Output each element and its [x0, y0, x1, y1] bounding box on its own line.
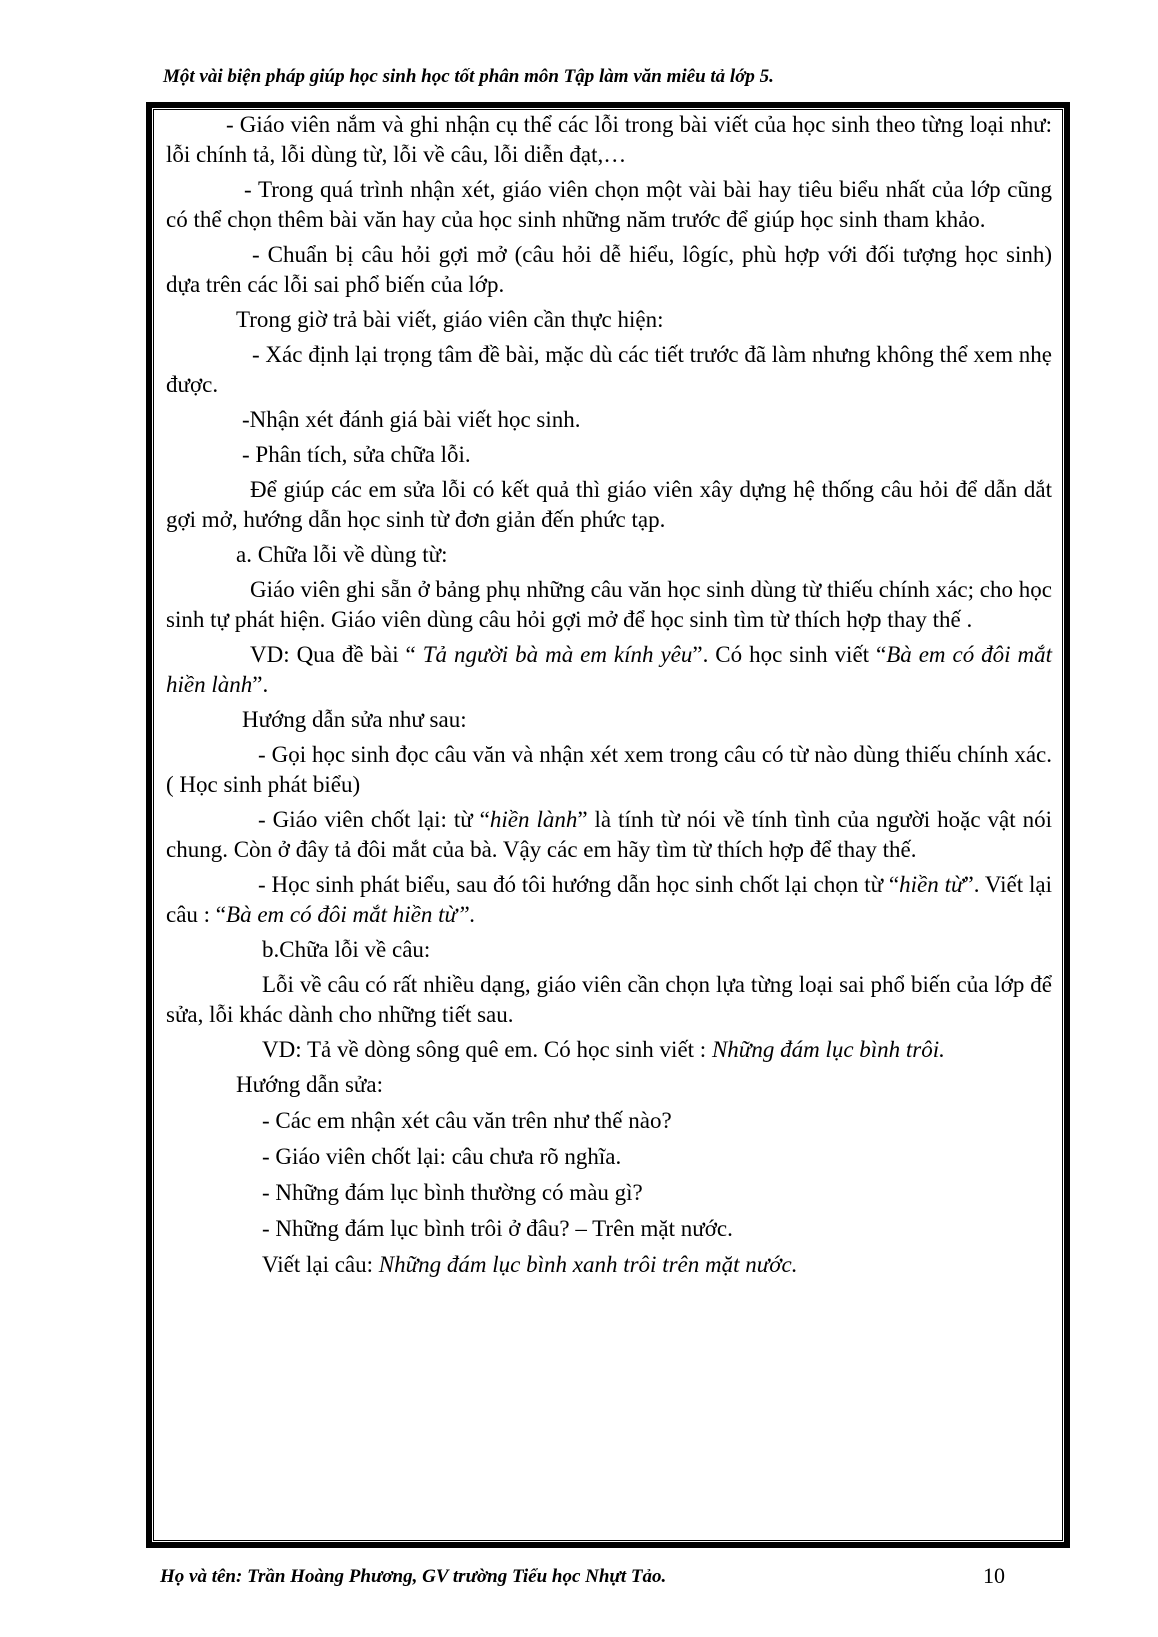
page-number: 10: [983, 1563, 1005, 1588]
paragraph-20: - Các em nhận xét câu văn trên như thế nào?: [262, 1108, 672, 1133]
paragraph-15-text-a: - Học sinh phát biểu, sau đó tôi hướng dẫn học sinh chốt lại chọn từ “: [258, 872, 900, 897]
page-footer: Họ và tên: Trần Hoàng Phương, GV trường Tiểu học Nhựt Tảo.: [160, 1566, 667, 1587]
paragraph-17: Lỗi về câu có rất nhiều dạng, giáo viên cần chọn lựa từng loại sai phổ biến của lớp để sửa, lỗi khác dành cho những tiết sau.: [166, 972, 1052, 1027]
paragraph-16: b.Chữa lỗi về câu:: [262, 937, 431, 962]
paragraph-6: -Nhận xét đánh giá bài viết học sinh.: [242, 407, 581, 432]
paragraph-14-text-a: - Giáo viên chốt lại: từ “: [258, 807, 490, 832]
paragraph-18: [166, 1035, 1052, 1065]
paragraph-18-text-a: VD: Tả về dòng sông quê em. Có học sinh viết :: [262, 1037, 712, 1062]
paragraph-11-text-e: ”.: [252, 672, 269, 697]
paragraph-24-italic-b: Những đám lục bình xanh trôi trên mặt nước.: [378, 1252, 798, 1277]
paragraph-19: Hướng dẫn sửa:: [236, 1072, 383, 1097]
paragraph-11: [166, 640, 1052, 700]
paragraph-14-text-c: ” là tính từ nói về tính tình của người hoặc vật nói chung. Còn ở đây tả đôi mắt của bà. Vậy các em hãy tìm từ thích hợp để thay thế.: [166, 807, 1052, 862]
page-content: [166, 110, 1052, 1286]
page-header: Một vài biện pháp giúp học sinh học tốt phân môn Tập làm văn miêu tả lớp 5.: [163, 66, 774, 87]
paragraph-23: - Những đám lục bình trôi ở đâu? – Trên mặt nước.: [262, 1216, 733, 1241]
paragraph-2: - Trong quá trình nhận xét, giáo viên chọn một vài bài hay tiêu biểu nhất của lớp cũng có thể chọn thêm bài văn hay của học sinh những năm trước để giúp học sinh tham khảo.: [166, 177, 1052, 232]
paragraph-5: - Xác định lại trọng tâm đề bài, mặc dù các tiết trước đã làm nhưng không thể xem nhẹ được.: [166, 342, 1052, 397]
paragraph-11-italic-b: Tả người bà mà em kính yêu: [422, 642, 693, 667]
paragraph-11-text-a: VD: Qua đề bài “: [250, 642, 423, 667]
paragraph-4: Trong giờ trả bài viết, giáo viên cần thực hiện:: [236, 307, 664, 332]
paragraph-24: [166, 1250, 1052, 1280]
paragraph-1: - Giáo viên nắm và ghi nhận cụ thể các lỗi trong bài viết của học sinh theo từng loại như: lỗi chính tả, lỗi dùng từ, lỗi về câu, lỗi diễn đạt,…: [166, 112, 1052, 167]
paragraph-11-italic-d: Bà em có đôi mắt hiền lành: [166, 642, 1053, 697]
paragraph-24-text-a: Viết lại câu:: [262, 1252, 379, 1277]
paragraph-8: Để giúp các em sửa lỗi có kết quả thì giáo viên xây dựng hệ thống câu hỏi để dẫn dắt gợi mở, hướng dẫn học sinh từ đơn giản đến phức tạp.: [166, 477, 1052, 532]
paragraph-14-italic-b: hiền lành: [489, 807, 578, 832]
paragraph-13: - Gọi học sinh đọc câu văn và nhận xét xem trong câu có từ nào dùng thiếu chính xác. ( Học sinh phát biểu): [166, 742, 1052, 797]
paragraph-10: Giáo viên ghi sẵn ở bảng phụ những câu văn học sinh dùng từ thiếu chính xác; cho học sinh tự phát hiện. Giáo viên dùng câu hỏi gợi mở để học sinh tìm từ thích hợp thay thế .: [166, 577, 1052, 632]
paragraph-18-italic-b: Những đám lục bình trôi.: [711, 1037, 945, 1062]
paragraph-9: a. Chữa lỗi về dùng từ:: [236, 542, 448, 567]
paragraph-21: - Giáo viên chốt lại: câu chưa rõ nghĩa.: [262, 1144, 622, 1169]
paragraph-22: - Những đám lục bình thường có màu gì?: [262, 1180, 643, 1205]
paragraph-15-italic-b: hiền từ: [899, 872, 964, 897]
paragraph-11-text-c: ”. Có học sinh viết “: [692, 642, 887, 667]
paragraph-15: [166, 870, 1052, 930]
paragraph-7: - Phân tích, sửa chữa lỗi.: [242, 442, 471, 467]
paragraph-15-italic-d: Bà em có đôi mắt hiền từ”.: [226, 902, 476, 927]
paragraph-15-text-c: ”. Viết lại câu : “: [166, 872, 1052, 927]
paragraph-3: - Chuẩn bị câu hỏi gợi mở (câu hỏi dễ hiểu, lôgíc, phù hợp với đối tượng học sinh) dựa trên các lỗi sai phổ biến của lớp.: [166, 242, 1052, 297]
paragraph-12: Hướng dẫn sửa như sau:: [242, 707, 467, 732]
paragraph-14: [166, 805, 1052, 865]
